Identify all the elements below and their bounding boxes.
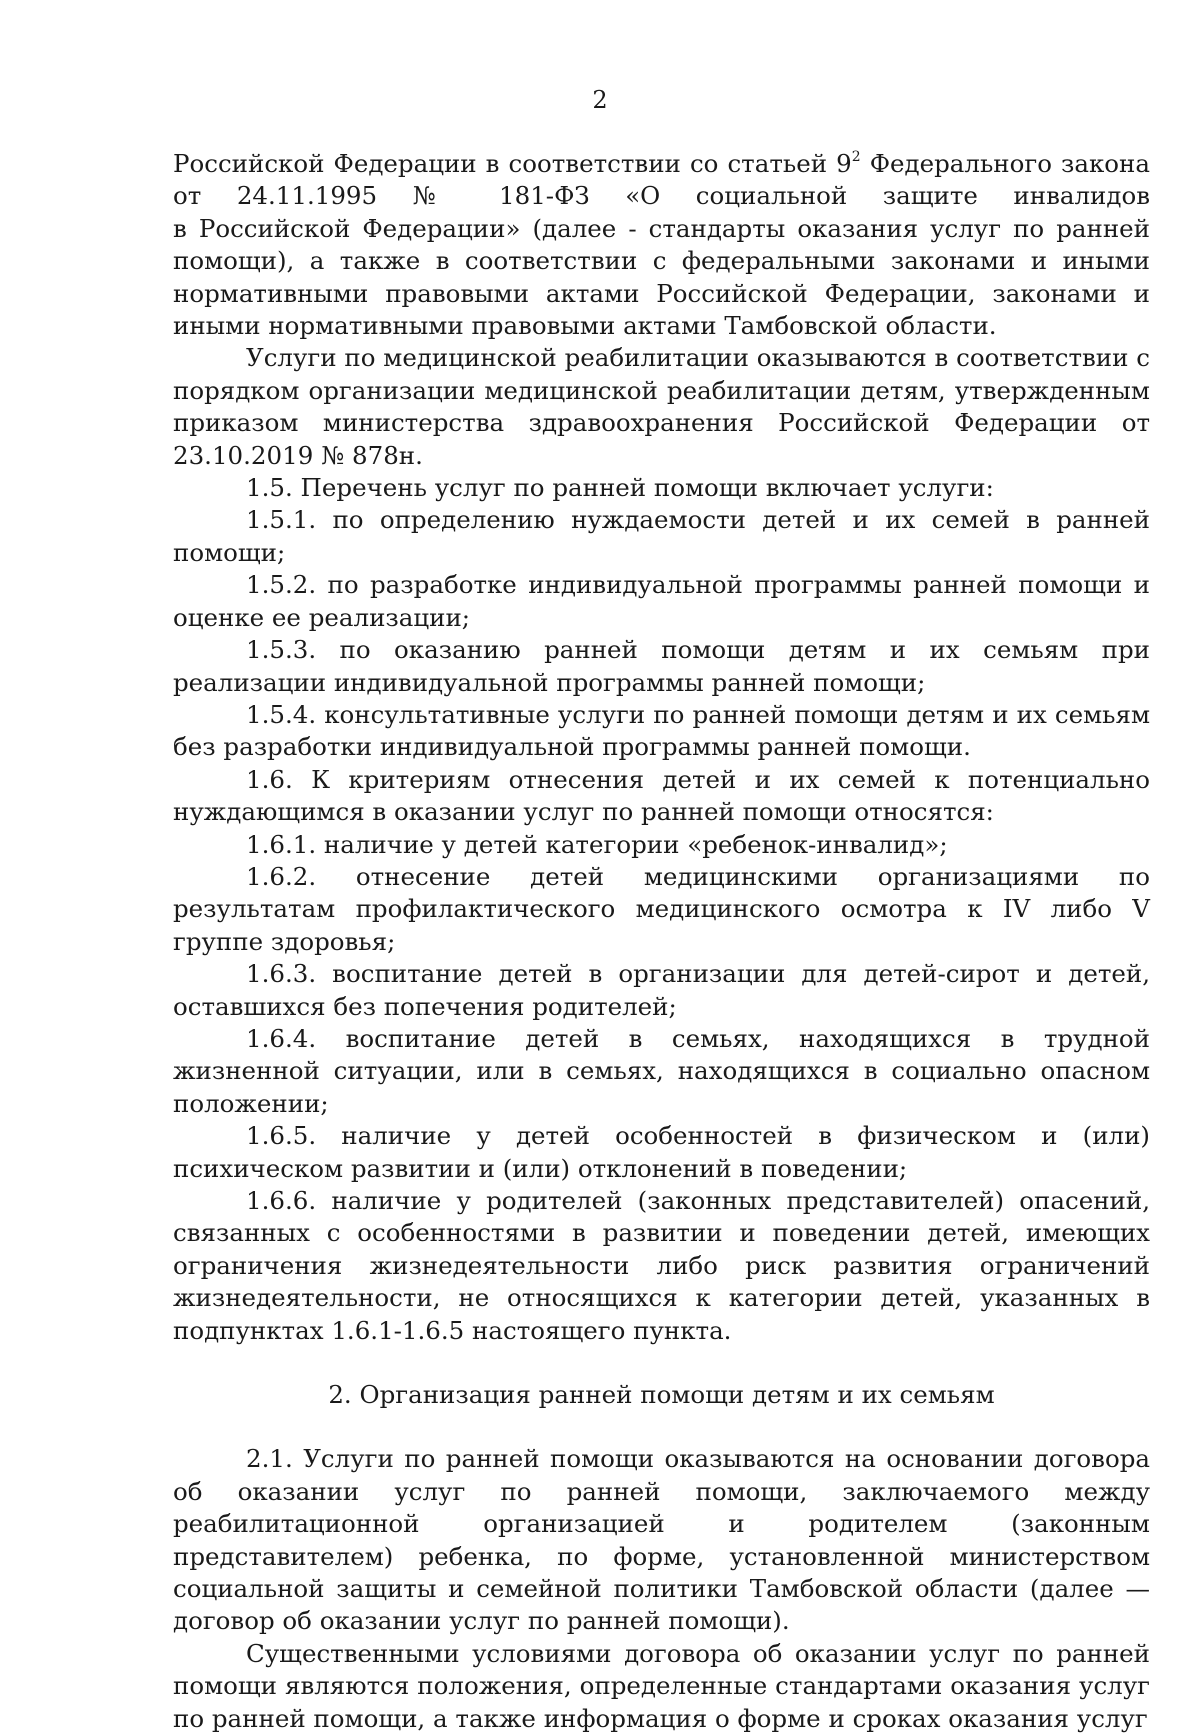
paragraph-1-6-3: 1.6.3. воспитание детей в организации для детей-сирот и детей, оставшихся без попечения родителей; <box>173 959 1150 1021</box>
document-body <box>173 148 1150 1735</box>
section-heading-2: 2. Организация ранней помощи детям и их семьям <box>328 1380 995 1410</box>
paragraph-1-6-6: 1.6.6. наличие у родителей (законных представителей) опасений, связанных с особенностями в развитии и поведении детей, имеющих ограничения жизнедеятельности либо риск развития ограничений жизнедеятельности, не относящихся к категории детей, указанных в подпунктах 1.6.1-1.6.5 настоящего пункта. <box>173 1186 1150 1345</box>
superscript: 2 <box>851 149 861 165</box>
paragraph-1-5-2: 1.5.2. по разработке индивидуальной программы ранней помощи и оценке ее реализации; <box>173 570 1150 632</box>
paragraph-1-6-5: 1.6.5. наличие у детей особенностей в физическом и (или) психическом развитии и (или) отклонений в поведении; <box>173 1121 1150 1183</box>
paragraph-1-6-1: 1.6.1. наличие у детей категории «ребенок-инвалид»; <box>246 829 948 859</box>
paragraph-2-1: 2.1. Услуги по ранней помощи оказываются на основании договора об оказании услуг по ранней помощи, заключаемого между реабилитационной организацией и родителем (законным представителем) ребенка, по форме, установленной министерством социальной защиты и семейной политики Тамбовской области (далее — договор об оказании услуг по ранней помощи). <box>173 1444 1150 1636</box>
intro-line-1: Российской Федерации в соответствии со статьей $9^2$ Федерального закона <box>173 149 1150 178</box>
paragraph-1-6-4: 1.6.4. воспитание детей в семьях, находящихся в трудной жизненной ситуации, или в семьях, находящихся в социально опасном положении; <box>173 1023 1150 1118</box>
page-number: 2 <box>592 86 608 114</box>
paragraph-contract-terms: Существенными условиями договора об оказании услуг по ранней помощи являются положения, определенные стандартами оказания услуг по ранней помощи, а также информация о форме и сроках оказания услуг <box>173 1638 1150 1733</box>
paragraph-1-5-4: 1.5.4. консультативные услуги по ранней помощи детям и их семьям без разработки индивидуальной программы ранней помощи. <box>173 699 1150 762</box>
paragraph-1-6-2: 1.6.2. отнесение детей медицинскими организациями по результатам профилактического медицинского осмотра к IV либо V группе здоровья; <box>173 861 1150 956</box>
paragraph-1-5-1: 1.5.1. по определению нуждаемости детей и их семей в ранней помощи; <box>173 505 1150 567</box>
paragraph-1-5: 1.5. Перечень услуг по ранней помощи включает услуги: <box>246 473 994 503</box>
paragraph-medical-rehab: Услуги по медицинской реабилитации оказываются в соответствии с порядком организации медицинской реабилитации детям, утвержденным приказом министерства здравоохранения Российской Федерации от 23.10.2019 № 878н. <box>173 343 1150 470</box>
paragraph-intro <box>173 148 1150 342</box>
intro-line-2: от 24.11.1995 № 181-ФЗ «О социальной защите инвалидов <box>173 181 1150 211</box>
intro-continuation: в Российской Федерации» (далее - стандарты оказания услуг по ранней помощи), а также в соответствии с федеральными законами и иными нормативными правовыми актами Российской Федерации, законами и иными нормативными правовыми актами Тамбовской области. <box>173 213 1150 341</box>
paragraph-1-6: 1.6. К критериям отнесения детей и их семей к потенциально нуждающимся в оказании услуг по ранней помощи относятся: <box>173 764 1150 827</box>
paragraph-1-5-3: 1.5.3. по оказанию ранней помощи детям и их семьям при реализации индивидуальной программы ранней помощи; <box>173 635 1150 697</box>
